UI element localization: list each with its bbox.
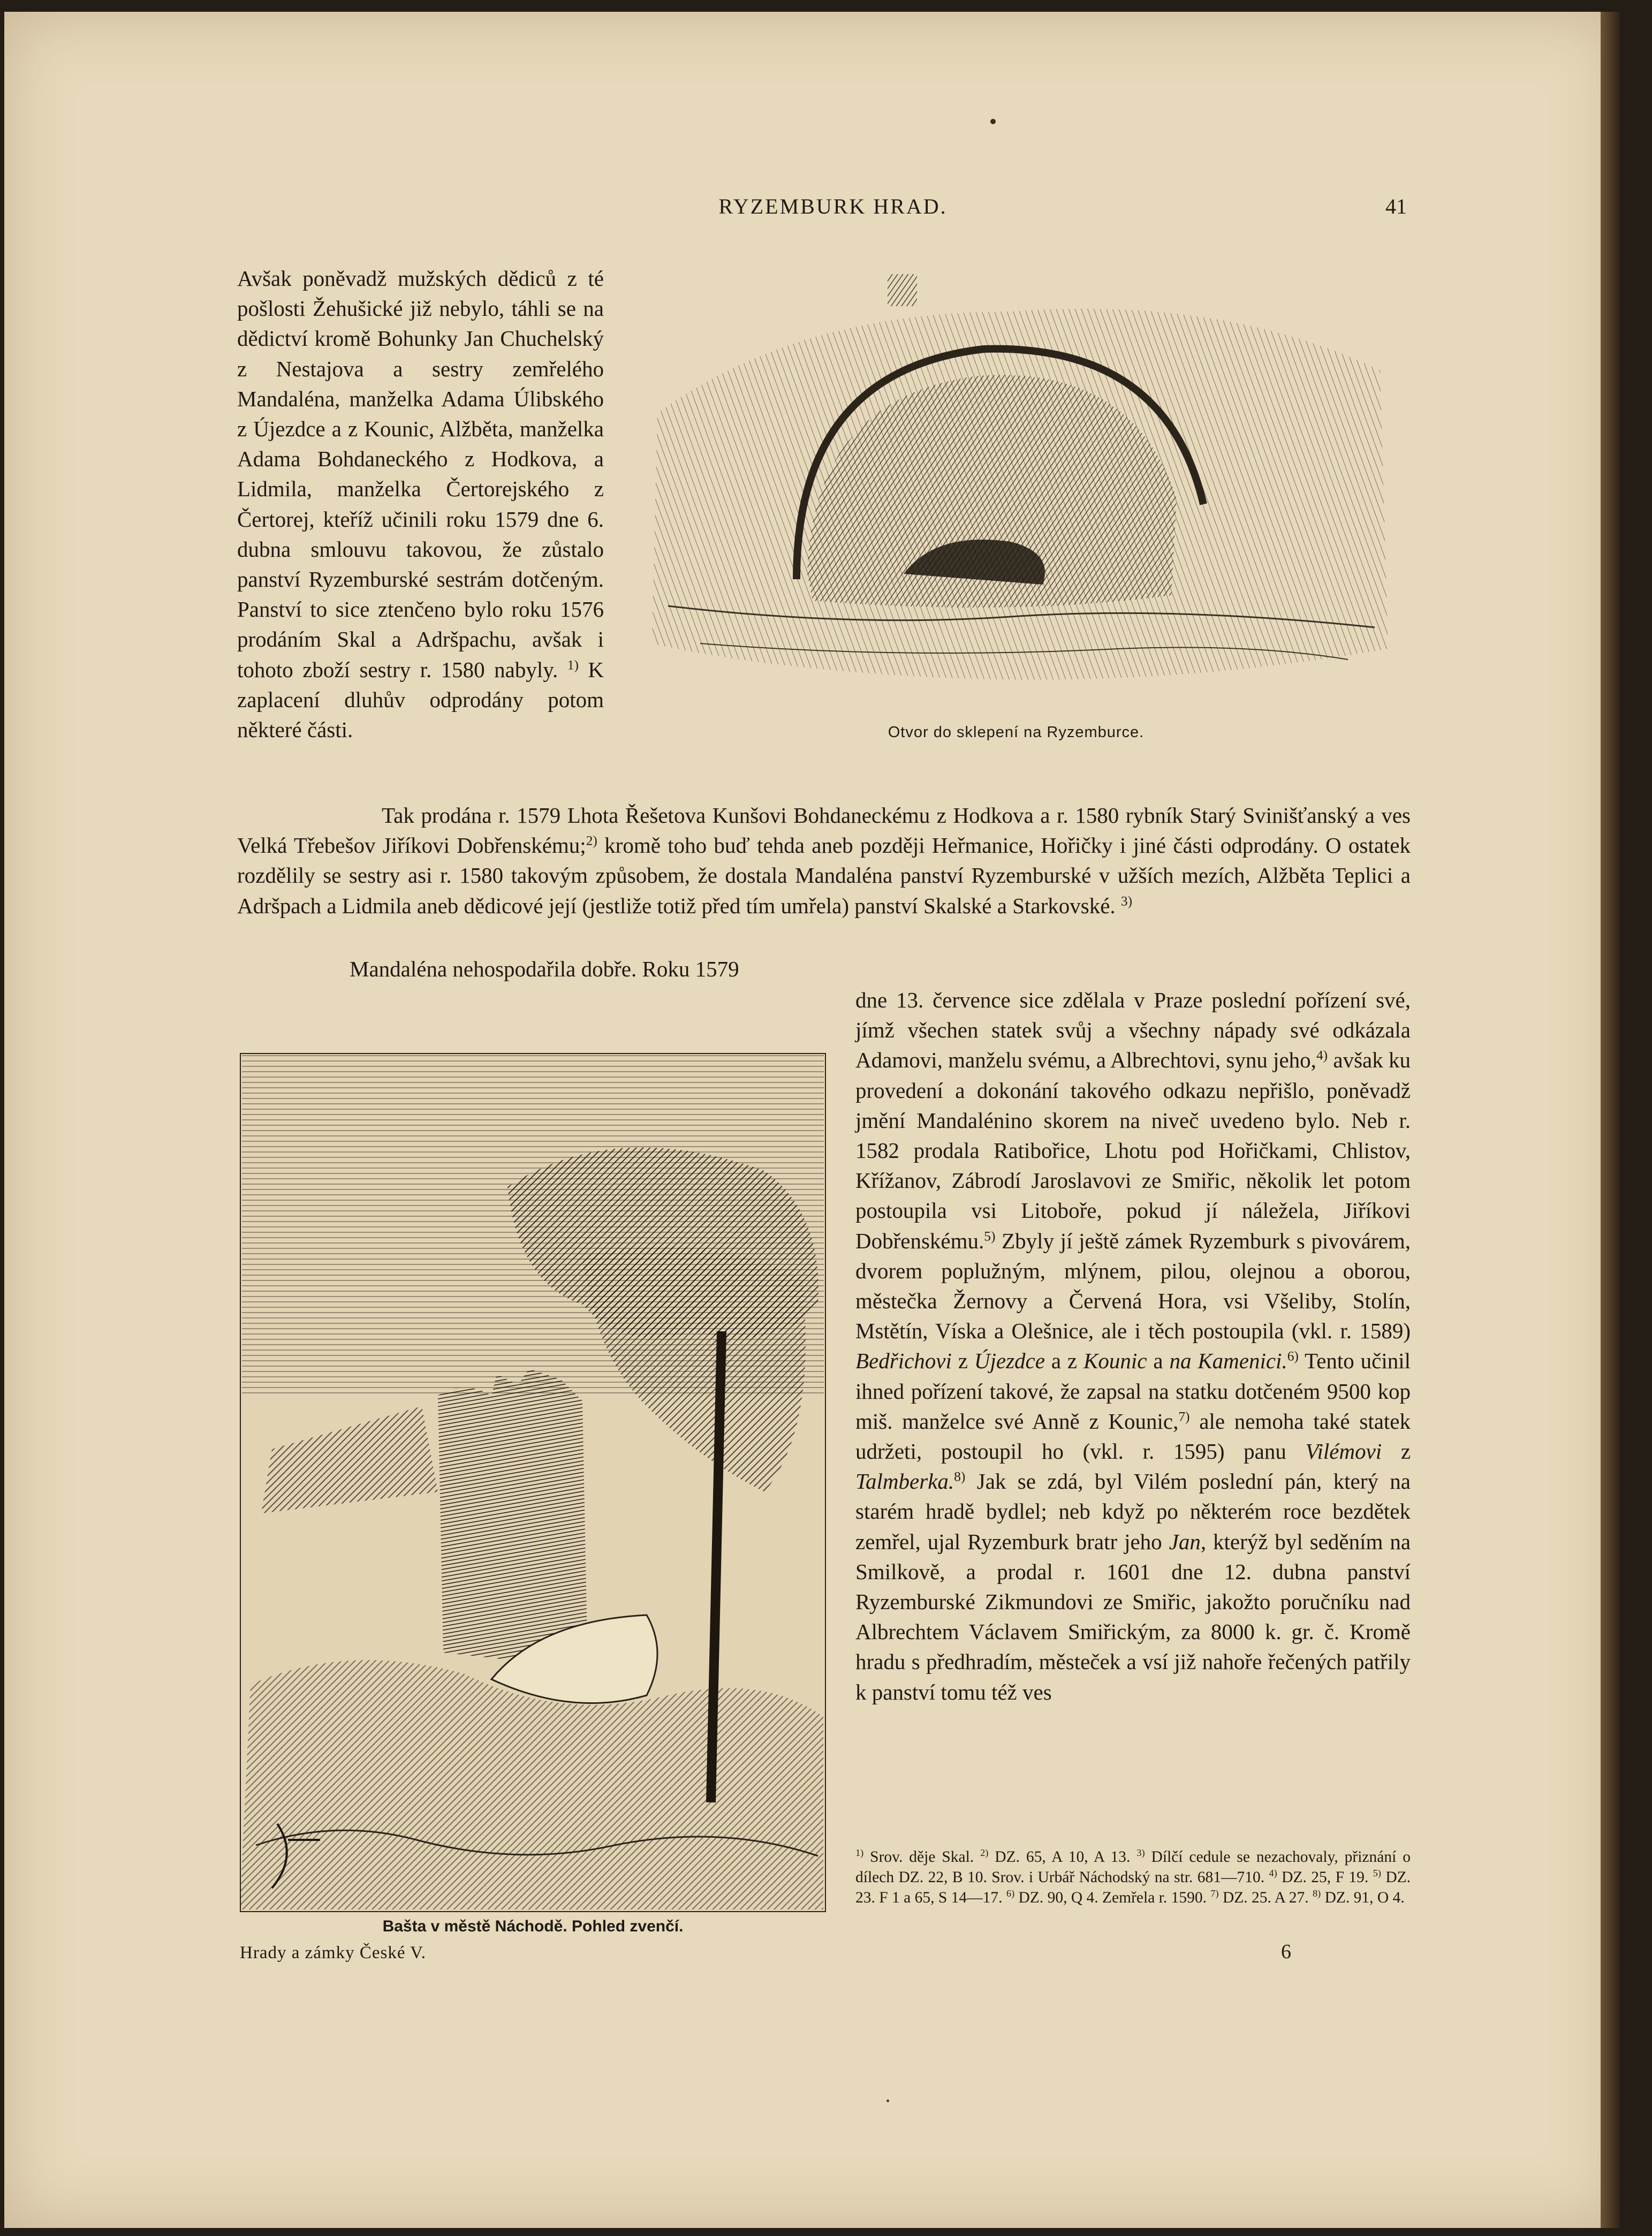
footnote-item [980,1848,1130,1866]
paragraph-1-text: Avšak poněvadž mužských dědiců z té pošlosti Žehušické již nebylo, táhli se na dědictví kromě Bohunky Jan Chuchelský z Nestajova a sestry zemřelého Mandaléna, manželka Adama Úlibského z Újezdce a z Kounic, Alžběta, manželka Adama Bohdaneckého z Hodkova, a Lidmila, manželka Čertorejského z Čertorej, kteříž učinili roku 1579 dne 6. dubna smlouvu takovou, že zůstalo panství Ryzemburské sestrám dotčeným. Panství to sice ztenčeno bylo roku 1576 prodáním Skal a Adršpachu, avšak i tohoto zboží sestry r. 1580 nabyly. [237,266,604,682]
footnote-ref-1: 1) [567,657,579,672]
figure-caption-top: Otvor do sklepení na Ryzemburce. [888,724,1145,741]
paragraph-3-text-f: Jak se zdá, byl Vilém poslední pán, který na starém hradě bydlel; neb když po některém roce bezdětek zemřel, ujal Ryzemburk bratr jeho [855,1469,1411,1554]
paragraph-3-opening: Mandaléna nehospodařila dobře. Roku 1579 [350,957,739,981]
paragraph-3-text-g: kterýž byl seděním na Smilkově, a prodal r. 1601 dne 12. dubna panství Ryzemburské Zikmundovi ze Smiřic, jakožto poručníku nad Albrechtem Václavem Smiřickým, za 8000 k. gr. č. Kromě hradu s předhradím, městeček a vsí již nahoře řečených patřily k panství tomu též ves [855,1529,1411,1704]
name-jan: Jan, [1169,1529,1207,1554]
name-kamenici: na Kamenici. [1169,1348,1287,1374]
footnote-number: 8) [1312,1888,1321,1899]
footnote-item [1269,1869,1369,1886]
paragraph-3-text-e: ale nemoha také statek udržeti, postoupil ho (vkl. r. 1595) panu [855,1408,1411,1464]
footnote-ref-8: 8) [954,1469,966,1484]
illustration-cellar-opening [636,274,1396,697]
footnote-number: 7) [1210,1888,1219,1899]
illustration-nachod-bastion [240,1053,826,1912]
name-kounic: Kounic [1083,1348,1147,1374]
footnote-text: DZ. 23. F 1 a 65, S 14—17. [855,1869,1411,1906]
paragraph-2-text-b: kromě toho buď tehda aneb později Heřmanice, Hořičky i jiné části odprodány. O ostatek rozdělily se sestry asi r. 1580 takovým způsobem, že dostala Mandaléna panství Ryzemburské v užších mezích, Alžběta Teplici a Adršpach a Lidmila aneb dědicové její (jestliže totiž před tím umřela) panství Skalské a Starkovské. [237,833,1411,918]
name-bedrich: Bedřichovi [855,1348,952,1374]
paragraph-3-text-a: dne 13. července sice zdělala v Praze poslední pořízení své, jímž všechen statek svůj a všechny nápady své odkázala Adamovi, manželu svému, a Albrechtovi, synu jeho, [855,988,1411,1073]
paragraph-1-tail: K zaplacení dluhův odprodány potom některé části. [237,657,604,742]
footnote-ref-5: 5) [984,1228,996,1244]
running-header-title: RYZEMBURK HRAD. [718,194,948,218]
word-a-2: a [1153,1348,1163,1374]
ink-speck [990,119,996,124]
footnote-number: 1) [855,1847,864,1859]
footnote-item [855,1848,974,1866]
page-spine-shadow [1601,12,1620,2228]
word-z-3: z [1400,1439,1411,1464]
paragraph-2-text-a: Tak prodána r. 1579 Lhota Řešetova Kunšovi Bohdaneckému z Hodkova a r. 1580 rybník Starý Svinišťanský a ves Velká Třebešov Jiříkovi Dobřenskému; [237,803,1411,858]
word-a-1: a [1051,1348,1062,1374]
paragraph-3 [855,985,1411,1707]
paragraph-1 [237,263,604,745]
paragraph-2 [237,800,1411,921]
footnote-text: DZ. 25. A 27. [1222,1889,1309,1906]
footnote-number: 5) [1373,1868,1381,1879]
footnote-number: 4) [1269,1868,1277,1879]
paragraph-3-text-d: Tento učinil ihned pořízení takové, že zapsal na statku dotčeném 9500 kop miš. manželce své Anně z Kounic, [855,1348,1411,1434]
name-talmberka: Talmberka. [855,1469,954,1494]
footnote-item [1313,1889,1405,1906]
footnote-text: DZ. 91, O 4. [1324,1889,1405,1906]
book-page [4,12,1620,2228]
footnote-text: DZ. 25, F 19. [1282,1869,1369,1886]
volume-footer: Hrady a zámky České V. [240,1943,426,1962]
footnote-ref-3: 3) [1120,893,1133,908]
footnote-item [1210,1889,1308,1906]
footnote-number: 6) [1006,1888,1015,1899]
footnote-item [1006,1889,1207,1906]
footnote-ref-7: 7) [1178,1409,1190,1424]
name-ujezdce: Újezdce [974,1348,1045,1374]
footnote-number: 3) [1136,1847,1145,1859]
footnote-text: DZ. 90, Q 4. Zemřela r. 1590. [1018,1889,1207,1906]
footnote-text: Srov. děje Skal. [870,1848,974,1866]
figure-caption-bottom: Bašta v městě Náchodě. Pohled zvenčí. [382,1917,684,1935]
footnote-text: Dílčí cedule se nezachovaly, přiznání o dílech DZ. 22, B 10. Srov. i Urbář Náchodský na str. 681—710. [855,1848,1411,1886]
footnote-text: DZ. 65, A 10, A 13. [995,1848,1131,1866]
footnotes [855,1847,1411,1908]
footnote-ref-6: 6) [1287,1348,1299,1364]
footnote-number: 2) [980,1847,989,1859]
footnote-ref-4: 4) [1316,1048,1328,1063]
signature-mark: 6 [1281,1941,1291,1963]
paragraph-3-text-b: avšak ku provedení a dokonání takového odkazu nepřišlo, poněvadž jmění Mandalénino skorem na niveč uvedeno bylo. Neb r. 1582 prodala Ratibořice, Lhotu pod Hořičkami, Chlistov, Křížanov, Zábrodí Jaroslavovi ze Smiřic, několik let potom postoupila vsi Litoboře, pokud jí náležela, Jiříkovi Dobřenskému. [855,1048,1411,1253]
name-vilem: Vilémovi [1305,1439,1382,1464]
footnote-ref-2: 2) [586,833,597,848]
word-z-1: z [958,1348,968,1374]
word-z-2: z [1067,1348,1078,1374]
page-number: 41 [1385,194,1407,218]
ink-speck [886,2099,889,2102]
paragraph-3-text-c: Zbyly jí ještě zámek Ryzemburk s pivovárem, dvorem poplužným, mlýnem, pilou, olejnou a oborou, městečka Žernovy a Červená Hora, vsi Všeliby, Stolín, Mstětín, Víska a Olešnice, ale i těch postoupila (vkl. r. 1589) [855,1228,1411,1344]
